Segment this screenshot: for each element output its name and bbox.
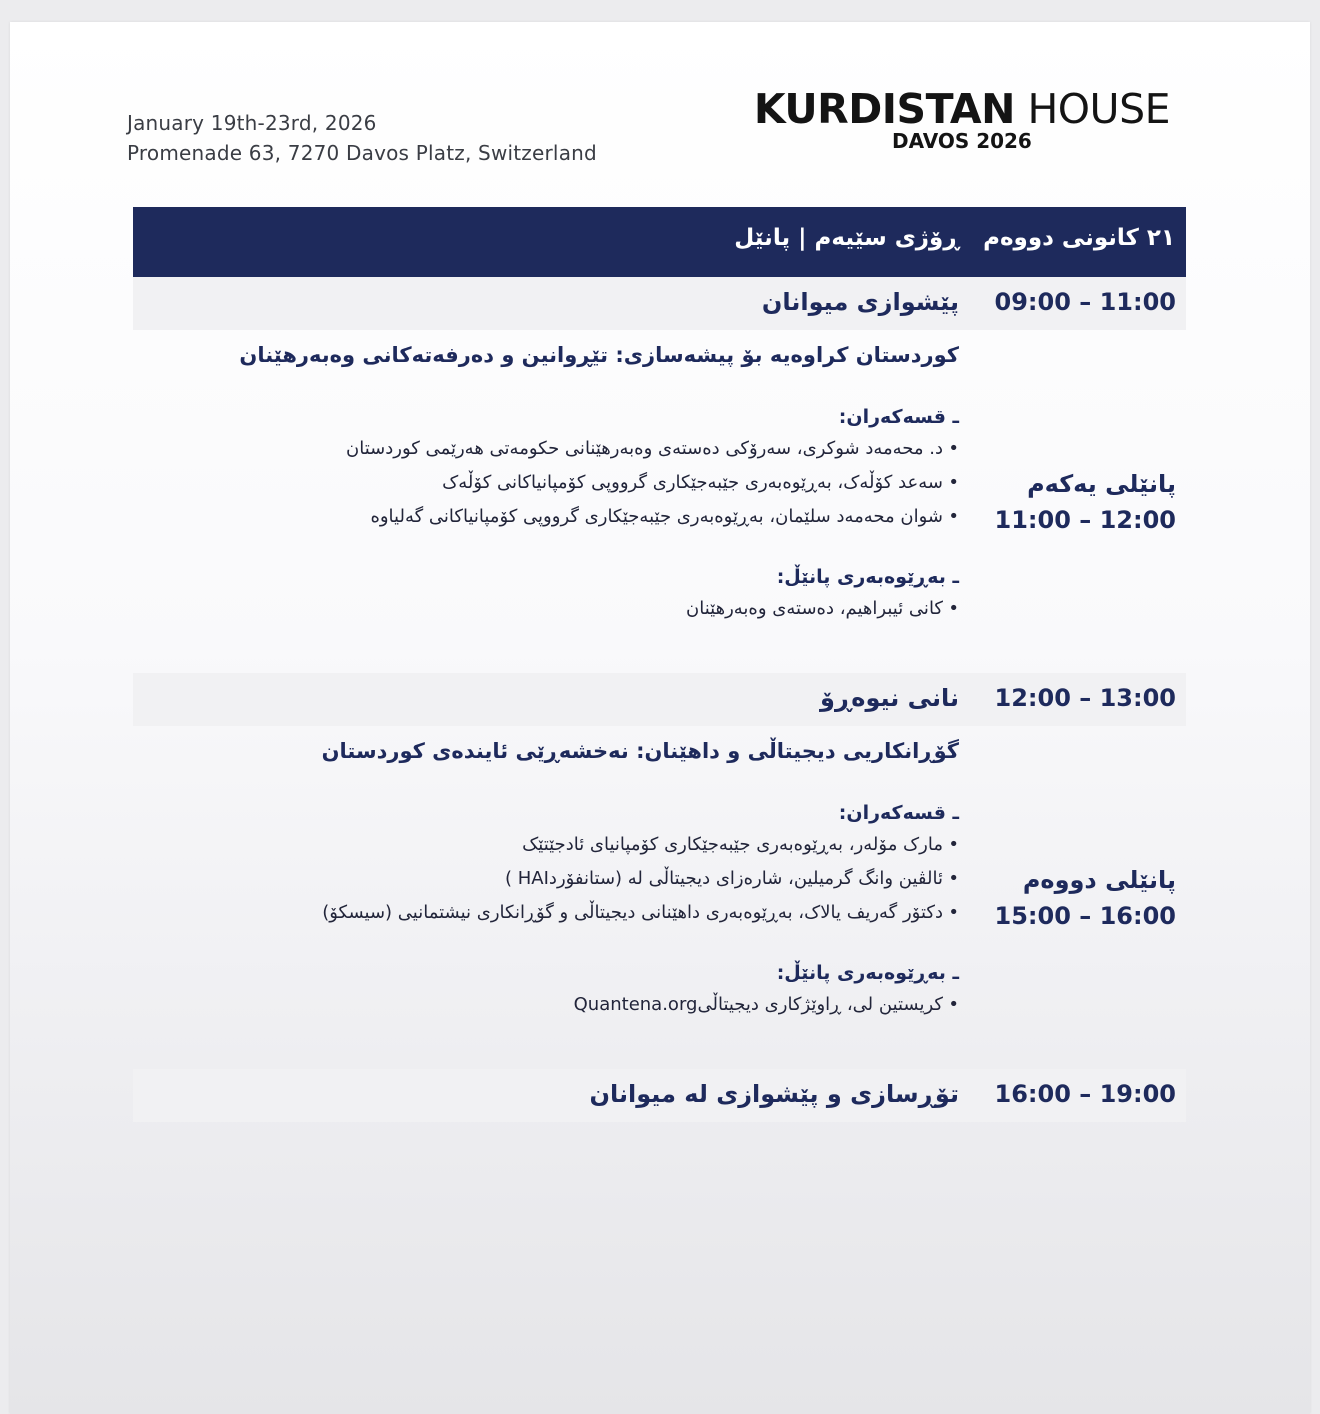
panel2-moderator-label: ـ بەڕێوەبەری پانێڵ: bbox=[776, 962, 959, 984]
welcome-title: پێشوازی میوانان bbox=[761, 288, 959, 316]
panel1-speakers-list bbox=[159, 432, 959, 534]
panel1-side bbox=[995, 466, 1177, 538]
welcome-time: 09:00 – 11:00 bbox=[994, 288, 1176, 316]
networking-time: 16:00 – 19:00 bbox=[994, 1080, 1176, 1108]
panel2-time: 15:00 – 16:00 bbox=[994, 902, 1176, 930]
panel1-speakers-label: ـ قسەکەران: bbox=[838, 406, 959, 428]
speaker-item: • مارک مۆلەر، بەڕێوەبەری جێبەجێکاری کۆمپانیای ئادجێتێک bbox=[159, 828, 959, 862]
logo-regular-text: HOUSE bbox=[1027, 85, 1170, 133]
panel2-moderator-list bbox=[159, 988, 959, 1022]
speaker-item: • دکتۆر گەریف یالاک، بەڕێوەبەری داهێنانی دیجیتاڵی و گۆڕانکاری نیشتمانیی (سیسکۆ) bbox=[159, 896, 959, 930]
agenda-row-lunch bbox=[133, 673, 1186, 726]
speaker-item: • سەعد کۆڵەک، بەڕێوەبەری جێبەجێکاری گرووپی کۆمپانیاکانی کۆڵەک bbox=[159, 466, 959, 500]
event-address: Promenade 63, 7270 Davos Platz, Switzerland bbox=[127, 141, 597, 165]
agenda-table bbox=[133, 207, 1186, 1122]
event-dates: January 19th-23rd, 2026 bbox=[127, 111, 377, 135]
speaker-item: • ئالڤین وانگ گرمیلین، شارەزای دیجیتاڵی لە (ستانفۆردHAI ) bbox=[159, 862, 959, 896]
panel1-content bbox=[159, 330, 959, 626]
panel2-name: پانێلی دووەم bbox=[1022, 866, 1176, 894]
lunch-time: 12:00 – 13:00 bbox=[994, 684, 1176, 712]
lunch-title: نانی نیوەڕۆ bbox=[820, 684, 959, 712]
moderator-item: • کریستین لی، ڕاوێژکاری دیجیتاڵیQuantena.org bbox=[159, 988, 959, 1022]
logo-bold-text: KURDISTAN bbox=[753, 85, 1015, 133]
panel1-moderator-label: ـ بەڕێوەبەری پانێڵ: bbox=[776, 566, 959, 588]
panel2-title: گۆڕانکاریی دیجیتاڵی و داهێنان: نەخشەڕێی ئایندەی کوردستان bbox=[321, 739, 959, 763]
panel2-content bbox=[159, 726, 959, 1022]
agenda-header bbox=[133, 207, 1186, 277]
moderator-item: • کانی ئیبراهیم، دەستەی وەبەرهێنان bbox=[159, 592, 959, 626]
panel1-name: پانێلی یەکەم bbox=[1027, 470, 1176, 498]
agenda-row-panel-2 bbox=[133, 726, 1186, 1069]
agenda-row-welcome bbox=[133, 277, 1186, 330]
kurdistan-house-logo bbox=[754, 86, 1170, 151]
panel2-side bbox=[995, 862, 1177, 934]
panel2-speakers-list bbox=[159, 828, 959, 930]
speaker-item: • شوان محەمەد سلێمان، بەڕێوەبەری جێبەجێکاری گرووپی کۆمپانیاکانی گەلیاوە bbox=[159, 500, 959, 534]
logo-subtitle: DAVOS 2026 bbox=[891, 129, 1032, 153]
schedule-page bbox=[10, 22, 1310, 1414]
panel1-title: کوردستان کراوەیە بۆ پیشەسازی: تێڕوانین و دەرفەتەکانی وەبەرهێنان bbox=[239, 343, 959, 367]
agenda-row-networking bbox=[133, 1069, 1186, 1122]
networking-title: تۆڕسازی و پێشوازی لە میوانان bbox=[589, 1080, 959, 1108]
header-day: ڕۆژی سێیەم | پانێل bbox=[734, 225, 959, 251]
agenda-row-panel-1 bbox=[133, 330, 1186, 673]
event-info bbox=[127, 108, 597, 168]
header-date: ٢١ كانونی دووەم bbox=[983, 225, 1175, 251]
speaker-item: • د. محەمەد شوکری، سەرۆکی دەستەی وەبەرهێنانی حکومەتی هەرێمی کوردستان bbox=[159, 432, 959, 466]
panel2-speakers-label: ـ قسەکەران: bbox=[838, 802, 959, 824]
panel1-time: 11:00 – 12:00 bbox=[994, 506, 1176, 534]
panel1-moderator-list bbox=[159, 592, 959, 626]
